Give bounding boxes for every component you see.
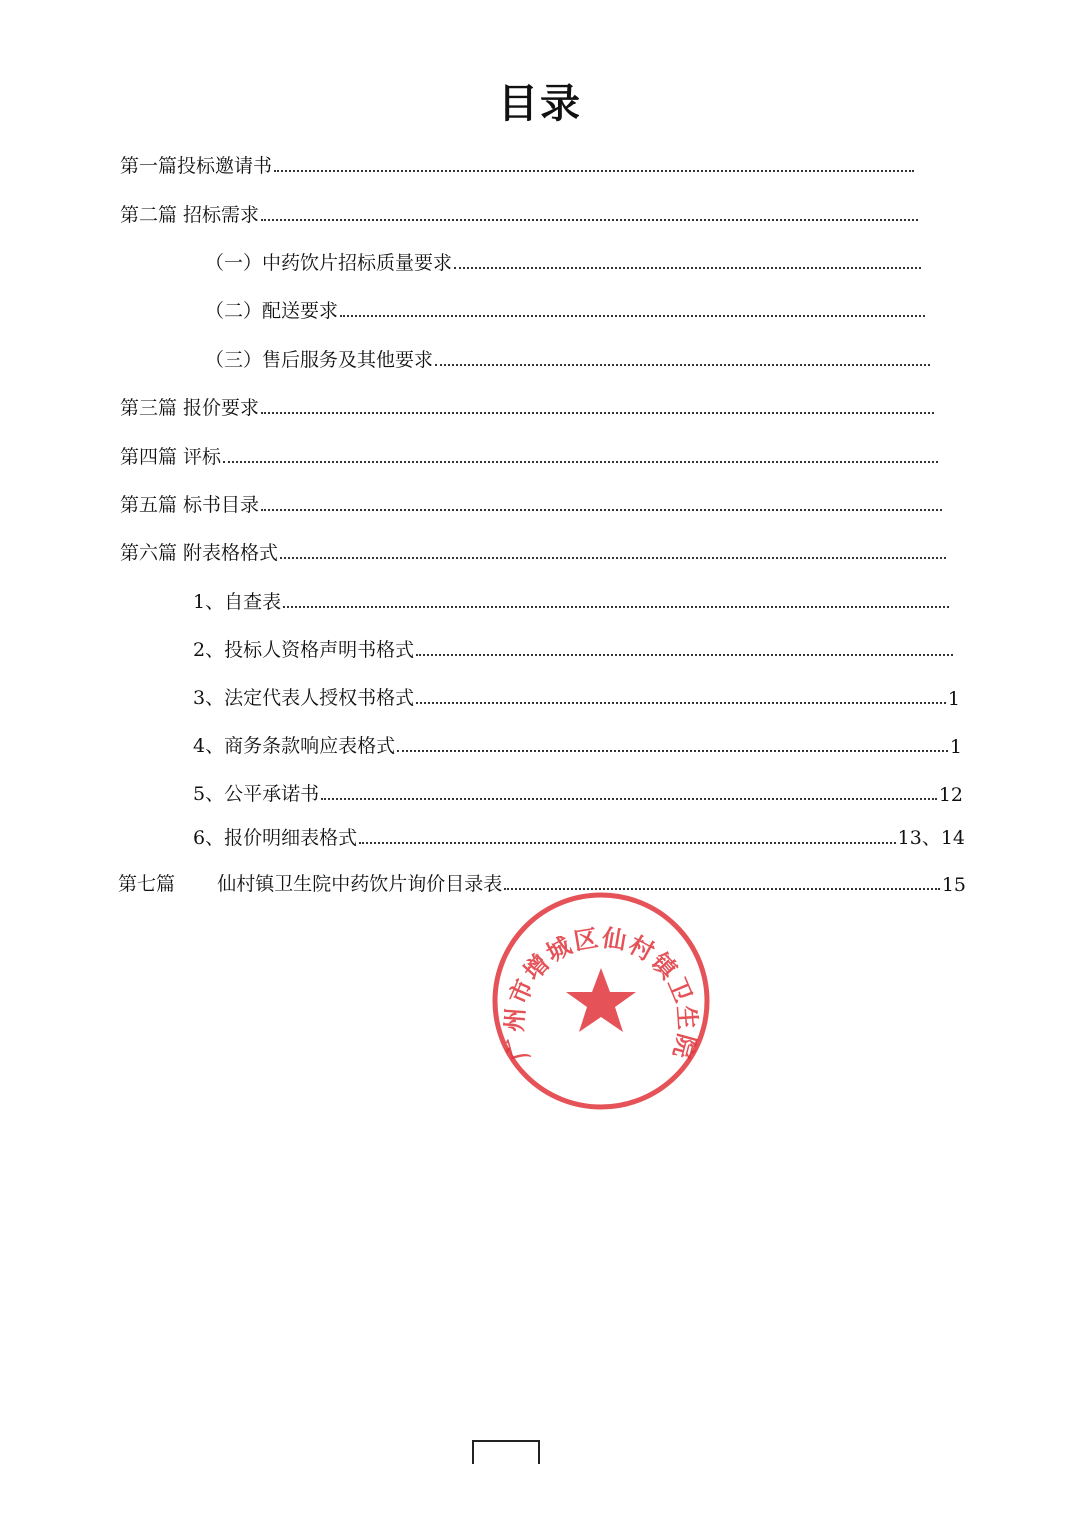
- toc-leader-dots: [261, 509, 942, 511]
- toc-label: 第六篇 附表格格式: [120, 542, 279, 564]
- toc-label: 第四篇 评标: [120, 446, 222, 468]
- toc-leader-dots: [274, 170, 914, 172]
- toc-label: （二）配送要求: [205, 300, 339, 322]
- toc-leader-dots: [321, 798, 937, 800]
- toc-leader-dots: [280, 557, 946, 559]
- toc-entry: [193, 820, 965, 850]
- toc-entry: [205, 293, 927, 323]
- toc-leader-dots: [454, 267, 921, 269]
- official-seal-stamp: [486, 886, 716, 1116]
- toc-label: 1、自查表: [193, 591, 282, 613]
- toc-leader-dots: [416, 654, 953, 656]
- page-title: 目录: [498, 80, 582, 127]
- toc-entry: [193, 632, 955, 662]
- toc-label: 第五篇 标书目录: [120, 494, 260, 516]
- toc-leader-dots: [261, 412, 934, 414]
- toc-label: 第一篇投标邀请书: [120, 155, 273, 177]
- toc-entry: [193, 776, 963, 806]
- toc-leader-dots: [223, 461, 938, 463]
- star-icon: [566, 968, 636, 1032]
- toc-entry: [193, 728, 962, 758]
- toc-label: 6、报价明细表格式: [193, 827, 358, 849]
- toc-leader-dots: [359, 842, 896, 844]
- toc-entry: [120, 390, 936, 420]
- toc-label: 5、公平承诺书: [193, 783, 320, 805]
- toc-page-number: 12: [938, 784, 963, 806]
- toc-leader-dots: [283, 606, 949, 608]
- toc-label: 第七篇 仙村镇卫生院中药饮片询价目录表: [118, 873, 503, 895]
- toc-entry: [120, 487, 944, 517]
- toc-entry: [120, 535, 948, 565]
- toc-entry: [120, 439, 940, 469]
- seal-text: 广州市增城区仙村镇卫生院: [499, 922, 703, 1064]
- toc-entry: [120, 148, 916, 178]
- toc-label: （一）中药饮片招标质量要求: [205, 252, 453, 274]
- toc-label: 第三篇 报价要求: [120, 397, 260, 419]
- page-number-box: [472, 1440, 540, 1464]
- toc-page-number: 1: [949, 736, 962, 758]
- toc-label: 2、投标人资格声明书格式: [193, 639, 415, 661]
- toc-entry: [193, 584, 951, 614]
- toc-leader-dots: [416, 702, 946, 704]
- toc-leader-dots: [435, 364, 930, 366]
- toc-leader-dots: [261, 219, 918, 221]
- toc-leader-dots: [340, 315, 925, 317]
- toc-label: 4、商务条款响应表格式: [193, 735, 396, 757]
- toc-entry: [120, 197, 920, 227]
- toc-entry: [205, 245, 923, 275]
- toc-entry: [193, 680, 960, 710]
- toc-page-number: 15: [941, 874, 966, 896]
- toc-page-number: 1: [947, 688, 960, 710]
- toc-label: （三）售后服务及其他要求: [205, 349, 434, 371]
- toc-label: 3、法定代表人授权书格式: [193, 687, 415, 709]
- toc-leader-dots: [397, 750, 948, 752]
- toc-page-number: 13、14: [897, 827, 965, 849]
- toc-entry: [205, 342, 932, 372]
- toc-label: 第二篇 招标需求: [120, 204, 260, 226]
